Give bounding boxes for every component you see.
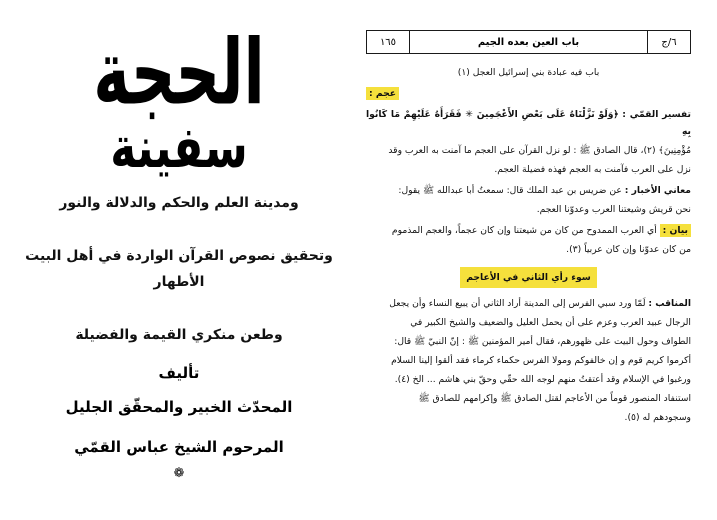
title-subtitle-1: ومدينة العلم والحكم والدلالة والنور [59, 195, 299, 211]
bayan-line-1: أي العرب الممدوح من كان من شيعتنا وإن كان عجماً، والعجم المذموم [391, 225, 657, 237]
tafsir-line-1: ﴿وَلَوْ نَزَّلْنَاهُ عَلَى بَعْضِ الأَعْجَمِينَ ✳ فَقَرَأَهُ عَلَيْهِمْ مَا كَانُوا بِهِ [366, 109, 691, 138]
manaqib-line-5: ورغبوا في الإسلام وقد أعتقتُ منهم لوجه الله حقّي وحقّ بني هاشم ... الخ (٤). [394, 374, 691, 386]
manaqib-first-line [366, 295, 691, 312]
volume-mark: ٦/ج [647, 31, 690, 53]
section-label-ajam: عجم : [366, 87, 399, 100]
title-page [0, 0, 358, 520]
tafsir-line-2: مُؤْمِنِينَ﴾ (٢)، قال الصادق ﷺ : لو نزل القرآن على العجم ما آمنت به العرب وقد [388, 145, 691, 157]
text-page [366, 30, 691, 490]
maani-line-2: نحن قريش وشيعتنا العرب وعدوّنا العجم. [536, 204, 691, 216]
chapter-heading: سوء رأي الثاني في الأعاجم [460, 267, 597, 288]
title-subtitle-2: وتحقيق نصوص القرآن الواردة في أهل البيت الأطهار [25, 247, 333, 291]
section-manaqib [366, 295, 691, 426]
section-label-tafsir: تفسير القمّي : [622, 109, 691, 121]
page-number: ١٦٥ [367, 31, 410, 53]
section-label-manaqib: المناقب : [648, 298, 691, 310]
section-label-maani: معاني الأخبار : [624, 185, 691, 197]
manaqib-line-4: أكرموا كريم قوم و إن خالفوكم ومولا الفرس حكماء كرماء فقد ألقوا إلينا السلام [391, 355, 691, 367]
running-title: باب العين بعده الجيم [477, 36, 580, 48]
manaqib-line-7: وسجودهم له (٥). [624, 412, 691, 424]
page-body [366, 64, 691, 426]
section-bayan [366, 222, 691, 258]
tafsir-line-3: نزل على العرب فآمنت به العجم فهذه فضيلة العجم. [494, 164, 691, 176]
title-main-line-2: سفينة [110, 114, 248, 182]
section-tafsir-first-line [366, 106, 691, 140]
title-subtitle-3: وطعن منكري القيمة والفضيلة [75, 326, 283, 343]
ornament-icon: ❁ [173, 466, 185, 482]
author-line-1: المحدّث الخبير والمحقّق الجليل [65, 398, 293, 417]
maani-first-line [366, 182, 691, 199]
section-maani-akhbar [366, 182, 691, 218]
intro-line: باب فيه عبادة بني إسرائيل العجل (١) [457, 67, 600, 78]
bayan-first-line [366, 222, 691, 239]
manaqib-line-6: استنفاد المنصور قوماً من الأعاجم لقتل الصادق ﷺ وإكرامهم للصادق ﷺ [418, 393, 691, 405]
manaqib-line-2: الرجال عبيد العرب وعزم على أن يحمل العليل والضعيف والشيخ الكبير في [410, 317, 691, 329]
title-main-line-1: الحجة [93, 19, 265, 126]
page-header [366, 30, 691, 54]
section-label-bayan: بيان : [660, 224, 691, 237]
authored-by-label: تأليف [158, 364, 200, 383]
section-heading-ajam [366, 85, 691, 102]
maani-line-1: عن ضريس بن عبد الملك قال: سمعتُ أبا عبدالله ﷺ يقول: [398, 185, 622, 197]
section-tafsir-qummi [366, 106, 691, 178]
author-line-2: المرحوم الشيخ عباس القمّي [74, 438, 284, 457]
chapter-heading-row [366, 267, 691, 288]
calligraphy-block [0, 19, 358, 482]
manaqib-line-1: لَمّا ورد سبي الفرس إلى المدينة أراد الثاني أن يبيع النساء وأن يجعل [389, 298, 646, 310]
bayan-line-2: من كان عدوّنا وإن كان عربياً (٣). [566, 244, 691, 256]
manaqib-line-3: الطواف وحول البيت على ظهورهم، فقال أمير المؤمنين ﷺ : إنّ النبيّ ﷺ قال: [394, 336, 691, 348]
